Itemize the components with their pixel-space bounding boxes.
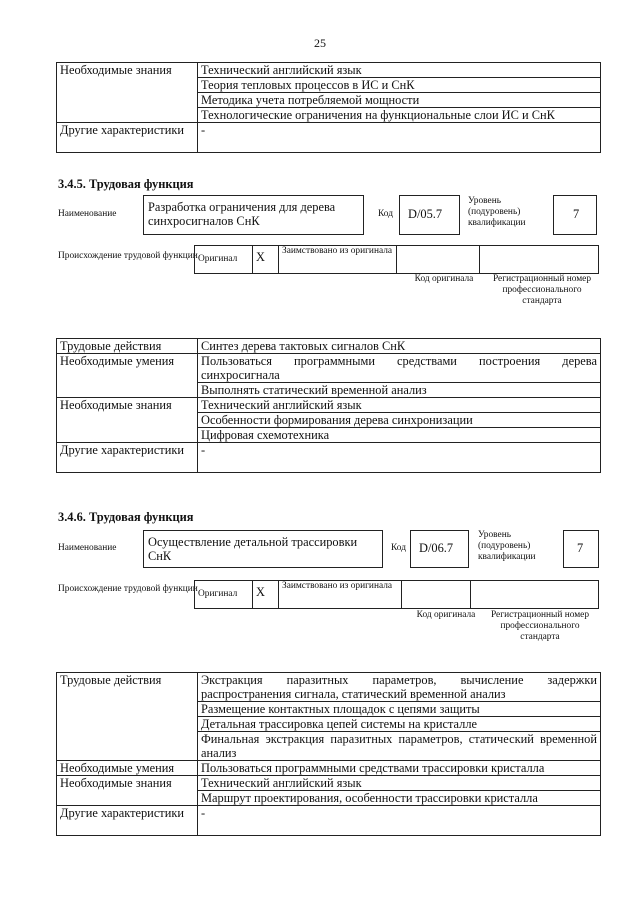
knowledge-item: Маршрут проектирования, особенности трассировки кристалла xyxy=(198,791,601,806)
function-table xyxy=(56,672,601,836)
original-label: Оригинал xyxy=(195,246,253,274)
page-number: 25 xyxy=(314,36,326,50)
knowledge-item: Особенности формирования дерева синхронизации xyxy=(198,413,601,428)
row-label-skills: Необходимые умения xyxy=(57,354,198,398)
code-label: Код xyxy=(391,543,406,553)
knowledge-item: Технологические ограничения на функциональные слои ИС и СнК xyxy=(198,108,601,123)
skill-item: Пользоваться программными средствами трассировки кристалла xyxy=(198,761,601,776)
row-label-other: Другие характеристики xyxy=(57,123,198,153)
knowledge-item: Методика учета потребляемой мощности xyxy=(198,93,601,108)
code-original-caption: Код оригинала xyxy=(414,274,474,284)
knowledge-item: Технический английский язык xyxy=(198,398,601,413)
knowledge-item: Цифровая схемотехника xyxy=(198,428,601,443)
level-label: Уровень (подуровень) квалификации xyxy=(478,530,536,562)
row-label-skills: Необходимые умения xyxy=(57,761,198,776)
other-value: - xyxy=(198,123,601,153)
skill-item: Выполнять статический временной анализ xyxy=(198,383,601,398)
borrowed-label: Заимствовано из оригинала xyxy=(279,581,402,609)
row-label-knowledge: Необходимые знания xyxy=(57,398,198,443)
action-item: Детальная трассировка цепей системы на кристалле xyxy=(198,717,601,732)
knowledge-item: Теория тепловых процессов в ИС и СнК xyxy=(198,78,601,93)
level-value: 7 xyxy=(563,530,599,568)
knowledge-item: Технический английский язык xyxy=(198,63,601,78)
name-value: Разработка ограничения для дерева синхросигналов СнК xyxy=(143,195,364,235)
name-value: Осуществление детальной трассировки СнК xyxy=(143,530,383,568)
knowledge-item: Технический английский язык xyxy=(198,776,601,791)
name-label: Наименование xyxy=(58,543,117,553)
row-label-actions: Трудовые действия xyxy=(57,339,198,354)
row-label-other: Другие характеристики xyxy=(57,806,198,836)
origin-label: Происхождение трудовой функции xyxy=(58,251,198,261)
action-item: Финальная экстракция паразитных параметров, статический временной анализ xyxy=(198,732,601,761)
action-item: Синтез дерева тактовых сигналов СнК xyxy=(198,339,601,354)
origin-table xyxy=(194,245,599,274)
action-item: Размещение контактных площадок с цепями защиты xyxy=(198,702,601,717)
section-heading: 3.4.6. Трудовая функция xyxy=(58,510,194,524)
row-label-other: Другие характеристики xyxy=(57,443,198,473)
original-mark: X xyxy=(253,581,279,609)
row-label-knowledge: Необходимые знания xyxy=(57,63,198,123)
action-item: Экстракция паразитных параметров, вычисление задержки распространения сигнала, статический временной анализ xyxy=(198,673,601,702)
code-original-cell xyxy=(397,246,480,274)
code-value: D/05.7 xyxy=(399,195,460,235)
knowledge-table-continued xyxy=(56,62,601,153)
level-value: 7 xyxy=(553,195,597,235)
other-value: - xyxy=(198,443,601,473)
row-label-knowledge: Необходимые знания xyxy=(57,776,198,806)
origin-label: Происхождение трудовой функции xyxy=(58,584,198,594)
reg-number-caption: Регистрационный номер профессионального стандарта xyxy=(492,274,592,306)
function-table xyxy=(56,338,601,473)
other-value: - xyxy=(198,806,601,836)
skill-item: Пользоваться программными средствами построения дерева синхросигнала xyxy=(198,354,601,383)
original-mark: X xyxy=(253,246,279,274)
code-original-cell xyxy=(402,581,471,609)
reg-number-cell xyxy=(480,246,599,274)
reg-number-caption: Регистрационный номер профессионального стандарта xyxy=(490,610,590,642)
row-label-actions: Трудовые действия xyxy=(57,673,198,761)
level-label: Уровень (подуровень) квалификации xyxy=(468,196,526,228)
origin-table xyxy=(194,580,599,609)
code-value: D/06.7 xyxy=(410,530,469,568)
borrowed-label: Заимствовано из оригинала xyxy=(279,246,397,274)
original-label: Оригинал xyxy=(195,581,253,609)
name-label: Наименование xyxy=(58,209,117,219)
reg-number-cell xyxy=(471,581,599,609)
code-label: Код xyxy=(378,209,393,219)
code-original-caption: Код оригинала xyxy=(416,610,476,620)
section-heading: 3.4.5. Трудовая функция xyxy=(58,177,194,191)
